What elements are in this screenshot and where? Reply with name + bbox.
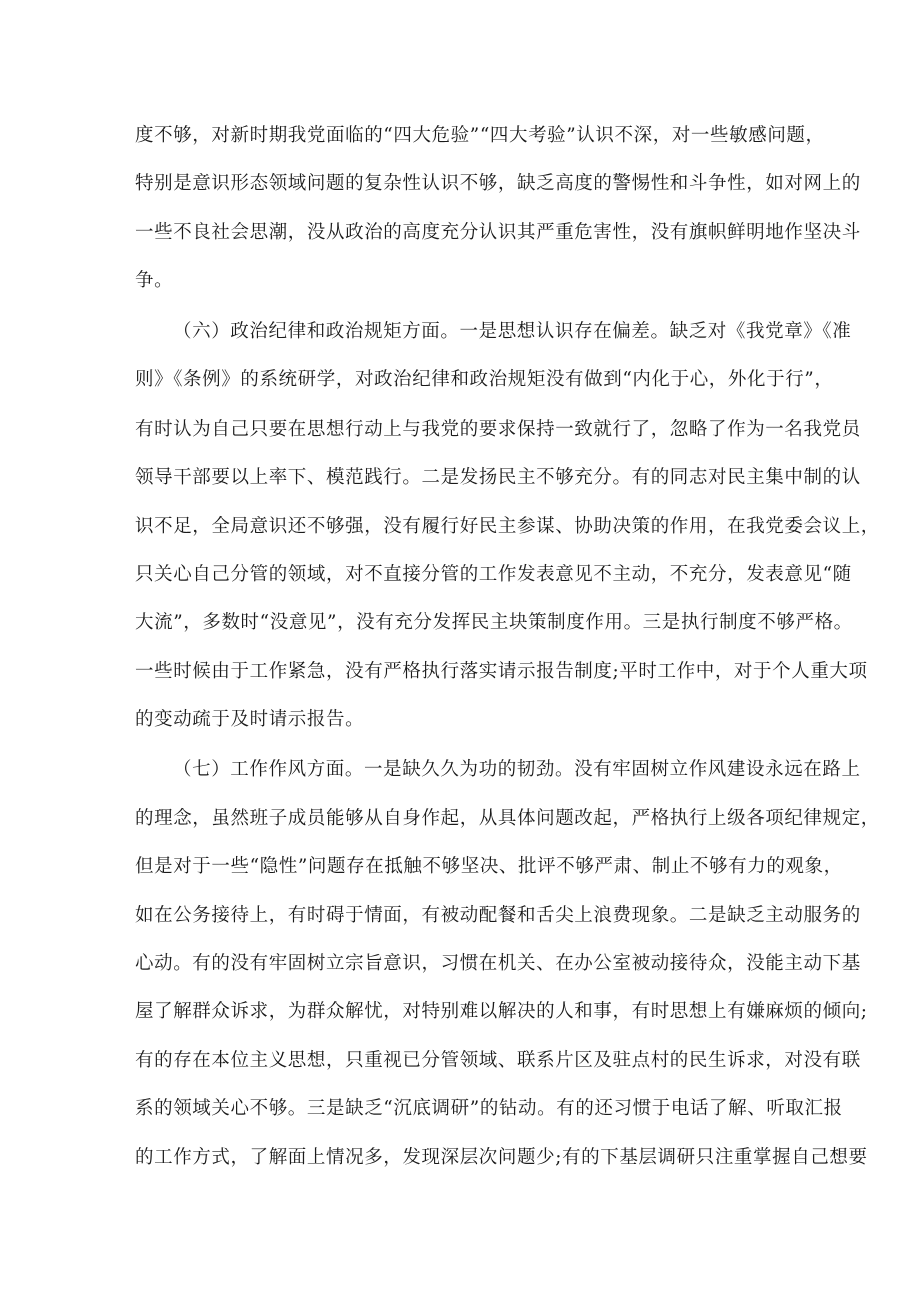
text-line: 争。 bbox=[135, 270, 174, 291]
text-line: 的理念，虽然班子成员能够从自身作起，从具体问题改起，严格执行上级各项纪律规定， bbox=[135, 808, 880, 829]
text-line: 大流”，多数时“没意见”，没有充分发挥民主块策制度作用。三是执行制度不够严格。 bbox=[135, 612, 853, 633]
text-line: 心动。有的没有牢固树立宗旨意识，习惯在机关、在办公室被动接待众，没能主动下基 bbox=[135, 953, 861, 974]
text-line: （六）政治纪律和政治规矩方面。一是思想认识存在偏差。缺乏对《我党章》《准 bbox=[173, 321, 852, 342]
text-line: 的工作方式，了解面上情况多，发现深层次问题少;有的下基层调研只注重掌握自己想要 bbox=[135, 1147, 868, 1168]
text-line: 识不足，全局意识还不够强，没有履行好民主参谋、协助决策的作用，在我党委会议上， bbox=[135, 516, 880, 537]
text-line: 有时认为自己只要在思想行动上与我党的要求保持一致就行了，忽略了作为一名我党员 bbox=[135, 419, 861, 440]
text-line: 系的领域关心不够。三是缺乏“沉底调研”的钻动。有的还习惯于电话了解、听取汇报 bbox=[135, 1098, 843, 1119]
text-line: 屋了解群众诉求，为群众解忧，对特别难以解决的人和事，有时思想上有嫌麻烦的倾向; bbox=[135, 1001, 868, 1022]
text-line: 的变动疏于及时请示报告。 bbox=[135, 709, 365, 730]
text-line: 如在公务接待上，有时碍于情面，有被动配餐和舌尖上浪费现象。二是缺乏主动服务的 bbox=[135, 905, 861, 926]
text-line: 领导干部要以上率下、模范践行。二是发扬民主不够充分。有的同志对民主集中制的认 bbox=[135, 467, 861, 488]
text-line: 有的存在本位主义思想，只重视已分管领域、联系片区及驻点村的民生诉求，对没有联 bbox=[135, 1050, 861, 1071]
text-line: 只关心自己分管的领域，对不直接分管的工作发表意见不主动，不充分，发表意见“随 bbox=[135, 564, 852, 585]
text-line: （七）工作作风方面。一是缺久久为功的韧劲。没有牢固树立作风建设永远在路上 bbox=[173, 759, 861, 780]
text-line: 则》《条例》的系统研学，对政治纪律和政治规矩没有做到“内化于心，外化于行”， bbox=[135, 369, 834, 390]
text-line: 但是对于一些“隐性”问题存在抵触不够坚决、批评不够严肃、制止不够有力的观象， bbox=[135, 856, 843, 877]
text-line: 一些时候由于工作紧急，没有严格执行落实请示报告制度;平时工作中，对于个人重大项 bbox=[135, 661, 868, 682]
text-line: 特别是意识形态领域问题的复杂性认识不够，缺乏高度的警惕性和斗争性，如对网上的 bbox=[135, 173, 861, 194]
text-line: 度不够，对新时期我党面临的“四大危验”“四大考验”认识不深，对一些敏感问题， bbox=[135, 125, 825, 146]
text-line: 一些不良社会思潮，没从政治的高度充分认识其严重危害性，没有旗帜鲜明地作坚决斗 bbox=[135, 222, 861, 243]
